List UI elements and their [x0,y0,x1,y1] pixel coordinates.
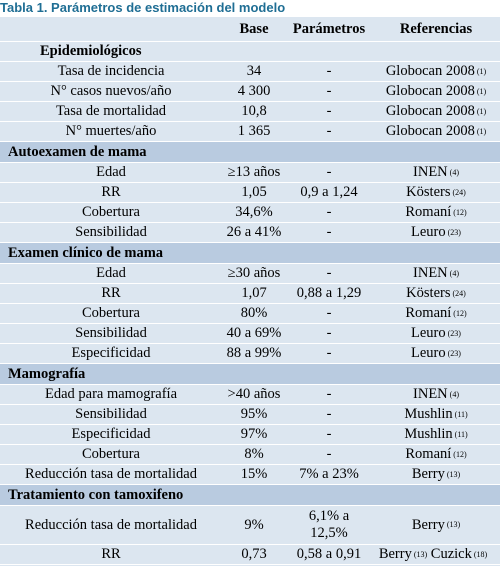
row-parametros-text: - [326,325,332,341]
row-parametros-text: 7% a 23% [299,466,359,482]
row-base [222,465,286,484]
row-base-text: 97% [240,426,268,442]
row-label [0,445,222,464]
row-base [222,284,286,303]
row-label-text: RR [101,546,121,562]
row-base [222,425,286,444]
row-base-text: 0,73 [241,546,267,562]
row-parametros-text: - [326,265,332,281]
reference-name: Romaní [405,204,452,220]
table-row [0,203,500,223]
row-label [0,385,222,404]
row-label [0,264,222,283]
row-label [0,506,222,544]
table-row [0,385,500,405]
row-parametros [286,163,372,182]
reference-name: Kösters [406,285,451,301]
reference-name: Mushlin [404,426,453,442]
row-referencia: INEN (4) [413,164,459,180]
row-referencia: Leuro (23) [411,224,461,240]
row-base [222,102,286,121]
row-label [0,82,222,101]
row-referencia: Berry (13) [411,516,461,533]
reference-name: Romaní [405,305,452,321]
row-parametros-text: - [326,224,332,240]
row-label-text: Tasa de incidencia [57,63,165,79]
row-parametros-text: 6,1% a 12,5% [308,508,350,541]
table-row [0,405,500,425]
reference-name: Globocan 2008 [385,83,475,99]
reference-name: INEN [413,164,448,180]
row-label-text: Cobertura [82,204,140,220]
section-header-row [0,485,500,506]
row-base [222,203,286,222]
reference-name: INEN [413,386,448,402]
table-row [0,223,500,243]
reference-name: Berry [411,466,445,482]
row-parametros [286,385,372,404]
header-parametros: Parámetros [292,20,366,37]
row-base-text: 34 [246,63,262,79]
row-label-text: Reducción tasa de mortalidad [25,466,197,482]
row-parametros [286,506,372,544]
row-label [0,122,222,141]
row-label-text: Tasa de mortalidad [55,103,167,119]
row-referencia: Romaní (12) [405,446,467,462]
section-title: Epidemiológicos [40,43,142,59]
row-label-text: Sensibilidad [75,224,147,240]
table-row [0,344,500,364]
table-row [0,163,500,183]
row-label-text: Edad [96,164,126,180]
row-parametros-text: - [326,63,332,79]
row-base-text: ≥30 años [227,265,281,281]
row-referencia: Leuro (23) [411,325,461,341]
table-row [0,62,500,82]
row-base-text: 10,8 [241,103,267,119]
row-referencia: Berry (13) [411,466,461,482]
row-label-text: RR [101,285,121,301]
row-base-text: 1 365 [237,123,271,139]
section-title: Mamografía [8,365,86,382]
row-parametros-text: - [326,305,332,321]
row-parametros-text: 0,58 a 0,91 [296,546,362,562]
row-base-text: 9% [244,516,264,533]
row-parametros [286,284,372,303]
row-label [0,405,222,424]
row-parametros-text: 0,88 a 1,29 [296,285,362,301]
row-referencia: Leuro (23) [411,345,461,361]
row-label-text: Sensibilidad [75,406,147,422]
row-base-text: 1,05 [241,184,267,200]
section-header-row [0,364,500,385]
row-label-text: Especificidad [71,426,151,442]
table-row [0,304,500,324]
header-base: Base [239,20,269,37]
row-base [222,385,286,404]
row-parametros [286,264,372,283]
row-base [222,405,286,424]
row-parametros [286,405,372,424]
row-label-text: N° muertes/año [65,123,157,139]
table-row [0,284,500,304]
row-referencia: Romaní (12) [405,204,467,220]
row-label-text: Sensibilidad [75,325,147,341]
row-base [222,223,286,242]
row-referencia: Berry (13) Cuzick (18) [378,546,488,562]
row-label-text: RR [101,184,121,200]
reference-name: Kösters [406,184,451,200]
row-label [0,284,222,303]
row-label-text: Edad [96,265,126,281]
row-label [0,545,222,564]
row-base [222,344,286,363]
parameters-table [0,17,500,566]
row-label-text: Especificidad [71,345,151,361]
row-base [222,122,286,141]
row-referencia: INEN (4) [413,386,459,402]
table-row [0,465,500,485]
row-label [0,203,222,222]
row-label [0,163,222,182]
table-row [0,82,500,102]
row-base-text: 95% [240,406,268,422]
row-base-text: 80% [240,305,268,321]
reference-name-2: Cuzick [430,546,472,562]
row-referencia: Globocan 2008 (1) [385,103,487,119]
row-parametros-text: - [326,164,332,180]
row-base-text: 8% [244,446,264,462]
row-parametros [286,102,372,121]
row-parametros [286,465,372,484]
row-base-text: 4 300 [237,83,271,99]
reference-name: INEN [413,265,448,281]
row-label-text: Cobertura [82,446,140,462]
row-base [222,62,286,81]
row-referencia: Kösters (24) [406,285,466,301]
row-base [222,506,286,544]
row-parametros-text: - [326,446,332,462]
reference-name: Romaní [405,446,452,462]
section-header-row [0,42,500,62]
row-base [222,545,286,564]
reference-name: Globocan 2008 [385,63,475,79]
reference-name: Globocan 2008 [385,103,475,119]
row-base [222,264,286,283]
table-row [0,264,500,284]
row-label-text: N° casos nuevos/año [50,83,172,99]
row-base [222,445,286,464]
row-referencia: Romaní (12) [405,305,467,321]
section-title: Tratamiento con tamoxifeno [8,486,184,503]
row-label-text: Edad para mamografía [44,386,178,402]
table-row [0,183,500,203]
row-parametros-text: 0,9 a 1,24 [300,184,358,200]
row-referencia: Kösters (24) [406,184,466,200]
row-parametros [286,183,372,202]
table-row [0,506,500,545]
row-label [0,324,222,343]
row-base [222,324,286,343]
row-parametros [286,203,372,222]
row-referencia: INEN (4) [413,265,459,281]
section-title: Autoexamen de mama [8,143,147,160]
row-parametros [286,445,372,464]
row-parametros [286,545,372,564]
header-referencias: Referencias [399,20,473,37]
row-base-text: 34,6% [235,204,273,220]
row-parametros-text: - [326,426,332,442]
row-base-text: 88 a 99% [226,345,282,361]
row-base [222,304,286,323]
table-header-row [0,17,500,42]
row-parametros [286,344,372,363]
table-row [0,425,500,445]
row-parametros-text: - [326,123,332,139]
row-parametros [286,62,372,81]
row-parametros [286,122,372,141]
row-parametros-text: - [326,83,332,99]
row-base [222,163,286,182]
row-parametros-text: - [326,345,332,361]
row-label [0,425,222,444]
section-title: Examen clínico de mama [8,244,164,261]
row-label [0,62,222,81]
row-base-text: 1,07 [241,285,267,301]
row-referencia: Globocan 2008 (1) [385,63,487,79]
reference-name: Berry [411,516,445,533]
row-parametros [286,304,372,323]
row-parametros [286,324,372,343]
row-parametros [286,82,372,101]
row-base-text: >40 años [227,386,281,402]
row-parametros-text: - [326,204,332,220]
row-label [0,102,222,121]
row-label [0,223,222,242]
table-row [0,324,500,344]
row-label [0,344,222,363]
row-label-text: Reducción tasa de mortalidad [25,516,197,533]
table-row [0,545,500,565]
row-label-text: Cobertura [82,305,140,321]
row-base-text: 40 a 69% [226,325,282,341]
row-base-text: ≥13 años [227,164,281,180]
row-parametros-text: - [326,103,332,119]
table-row [0,102,500,122]
row-base-text: 15% [240,466,268,482]
reference-name: Leuro [411,224,446,240]
section-header-row [0,142,500,163]
section-header-row [0,243,500,264]
row-label [0,183,222,202]
table-row [0,445,500,465]
row-parametros [286,425,372,444]
row-referencia: Mushlin (11) [404,406,468,422]
row-parametros-text: - [326,406,332,422]
table-row [0,122,500,142]
reference-name: Mushlin [404,406,453,422]
table-caption: Tabla 1. Parámetros de estimación del modelo [0,0,286,15]
reference-name: Berry [378,546,412,562]
row-referencia: Mushlin (11) [404,426,468,442]
row-base [222,183,286,202]
row-parametros [286,223,372,242]
row-referencia: Globocan 2008 (1) [385,123,487,139]
row-label [0,304,222,323]
row-base [222,82,286,101]
row-label [0,465,222,484]
reference-name: Leuro [411,345,446,361]
reference-name: Globocan 2008 [385,123,475,139]
row-base-text: 26 a 41% [226,224,282,240]
row-referencia: Globocan 2008 (1) [385,83,487,99]
reference-name: Leuro [411,325,446,341]
row-parametros-text: - [326,386,332,402]
